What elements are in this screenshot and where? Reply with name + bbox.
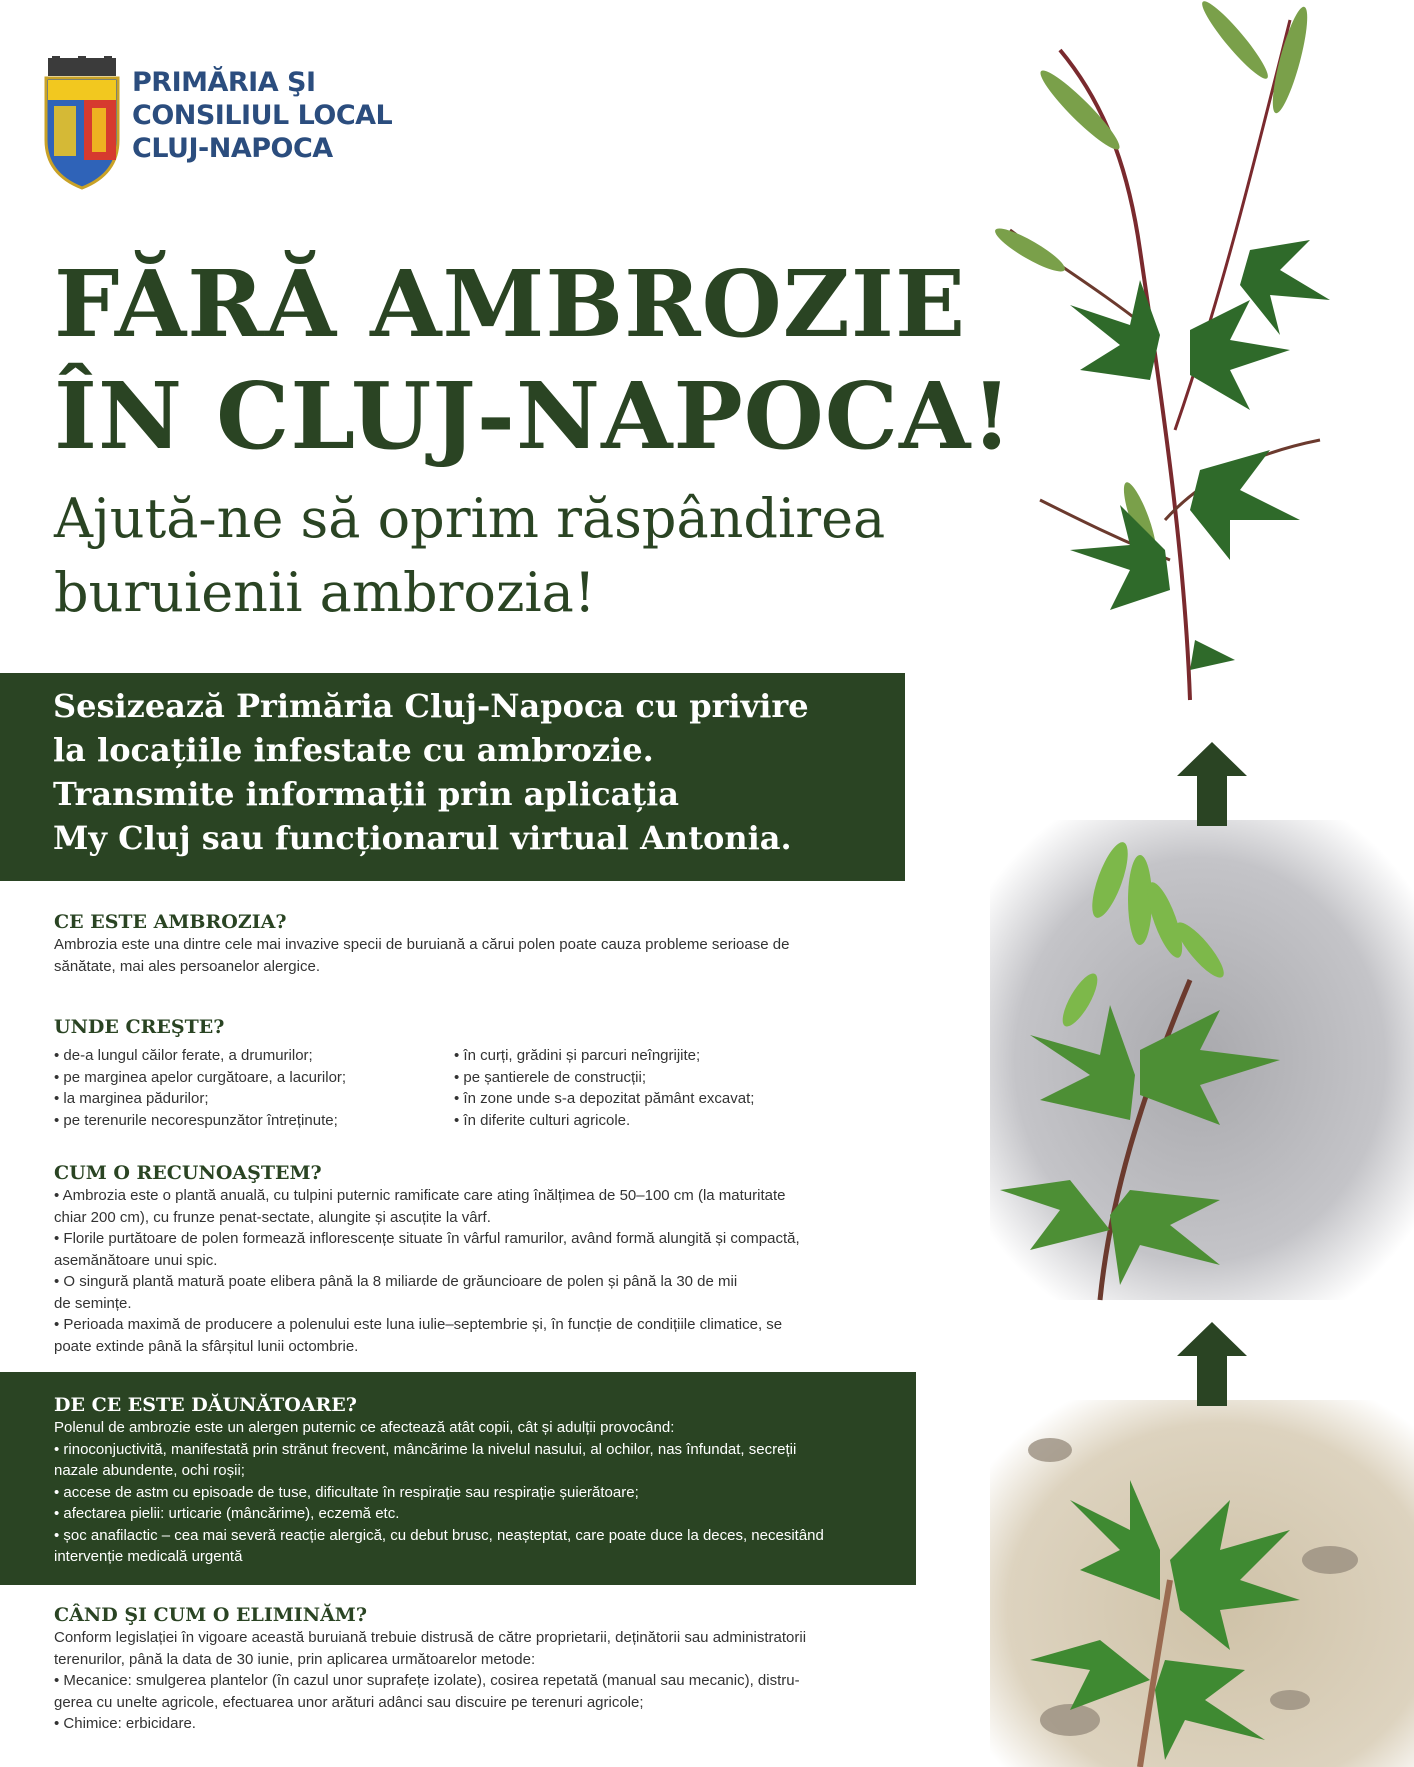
section-body [54,934,896,977]
section-heading: CÂND ŞI CUM O ELIMINĂM? [54,1604,367,1626]
main-title-line: FĂRĂ AMBROZIE [54,250,967,358]
coat-of-arms-logo [40,56,124,190]
body-line: de semințe. [54,1294,132,1312]
list-item: • în diferite culturi agricole. [454,1111,631,1129]
list-item: • în zone unde s-a depozitat pământ excavat; [454,1090,755,1107]
section-what-is [54,910,896,977]
body-line: • Ambrozia este o plantă anuală, cu tulpini puternic ramificate care ating înălțimea de 50–100 cm (la maturitate [54,1187,786,1204]
callout-line: Sesizează Primăria Cluj-Napoca cu privire [53,687,809,725]
body-line: • Florile purtătoare de polen formează inflorescențe situate în vârful ramurilor, având formă alungită și compactă, [54,1230,800,1247]
body-line: poate extinde până la sfârșitul lunii octombrie. [54,1337,359,1355]
list-item: • pe terenurile necorespunzător întreținute; [54,1111,338,1129]
section-recognize [54,1161,896,1357]
body-line: Ambrozia este una dintre cele mai invazive specii de buruiană a cărui polen poate cauza probleme serioase de [54,936,790,953]
body-line: • rinoconjuctivită, manifestată prin strănut frecvent, mâncărime la nivelul nasului, al ochilor, nas înfundat, secreții [54,1440,797,1458]
body-line: Conform legislației în vigoare această buruiană trebuie distrusă de către proprietarii, deținătorii sau administratorii [54,1629,807,1646]
list-item: • în curți, grădini și parcuri neîngrijite; [454,1047,701,1064]
section-heading: DE CE ESTE DĂUNĂTOARE? [54,1394,357,1416]
subtitle-line: Ajută-ne să oprim răspândirea [54,487,886,550]
list-item: • la marginea pădurilor; [54,1090,209,1107]
body-line: • Chimice: erbicidare. [54,1715,196,1732]
body-line: intervenție medicală urgentă [54,1548,243,1565]
list-item: • pe marginea apelor curgătoare, a lacurilor; [54,1068,347,1086]
body-line: • Perioada maximă de producere a polenului este luna iulie–septembrie și, în funcție de condițiile climatice, se [54,1316,783,1333]
section-heading: CE ESTE AMBROZIA? [54,911,287,933]
section-body [54,1627,896,1735]
where-list-left [54,1045,346,1131]
section-where [54,1015,896,1127]
section-body [54,1185,896,1357]
arrow-up-icon [1177,1322,1247,1406]
callout-line: My Cluj sau funcționarul virtual Antonia. [53,819,792,857]
body-line: chiar 200 cm), cu frunze penat-sectate, alungite și ascuțite la vârf. [54,1208,491,1226]
body-line: terenurilor, până la data de 30 iunie, prin aplicarea următoarelor metode: [54,1650,536,1668]
body-line: • accese de astm cu episoade de tuse, dificultate în respirație sau respirație șuierătoare; [54,1483,639,1501]
body-line: • Mecanice: smulgerea plantelor (în cazul unor suprafețe izolate), cosirea repetată (manual sau mecanic), distru- [54,1672,800,1689]
body-line: sănătate, mai ales persoanelor alergice. [54,957,320,975]
callout-line: Transmite informații prin aplicația [53,775,679,813]
section-heading: CUM O RECUNOAŞTEM? [54,1162,322,1184]
section-removal [54,1603,896,1735]
body-line: • afectarea pielii: urticarie (mâncărime), eczemă etc. [54,1505,400,1522]
list-item: • pe șantierele de construcții; [454,1068,647,1086]
callout-line: la locațiile infestate cu ambrozie. [53,731,654,769]
mature-ragweed-icon [991,0,1330,700]
section-heading: UNDE CREŞTE? [54,1016,225,1038]
ragweed-plant-images [990,0,1414,1767]
main-title-line: ÎN CLUJ-NAPOCA! [54,362,1013,470]
report-callout-box [0,673,905,881]
arrow-up-icon [1177,742,1247,826]
where-list-right [454,1045,754,1131]
organization-name [132,66,392,165]
list-item: • de-a lungul căilor ferate, a drumurilor; [54,1047,313,1064]
section-body [54,1417,896,1568]
org-line: CONSILIUL LOCAL [132,100,393,131]
body-line: nazale abundente, ochi roșii; [54,1462,245,1479]
body-line: gerea cu unelte agricole, efectuarea unor arături adânci sau discuire pe terenuri agricole; [54,1693,644,1711]
body-line: asemănătoare unui spic. [54,1251,218,1269]
body-line: • O singură plantă matură poate elibera până la 8 miliarde de grăuncioare de polen și până la 30 de mii [54,1273,738,1290]
section-harmful [54,1393,896,1568]
org-line: CLUJ-NAPOCA [132,133,333,164]
body-line: Polenul de ambrozie este un alergen puternic ce afectează atât copii, cât și adulții provocând: [54,1419,675,1436]
org-line: PRIMĂRIA ŞI [132,67,316,98]
body-line: • șoc anafilactic – cea mai severă reacție alergică, cu debut brusc, neașteptat, care poate duce la deces, necesitând [54,1526,824,1544]
subtitle-line: buruienii ambrozia! [54,561,596,624]
